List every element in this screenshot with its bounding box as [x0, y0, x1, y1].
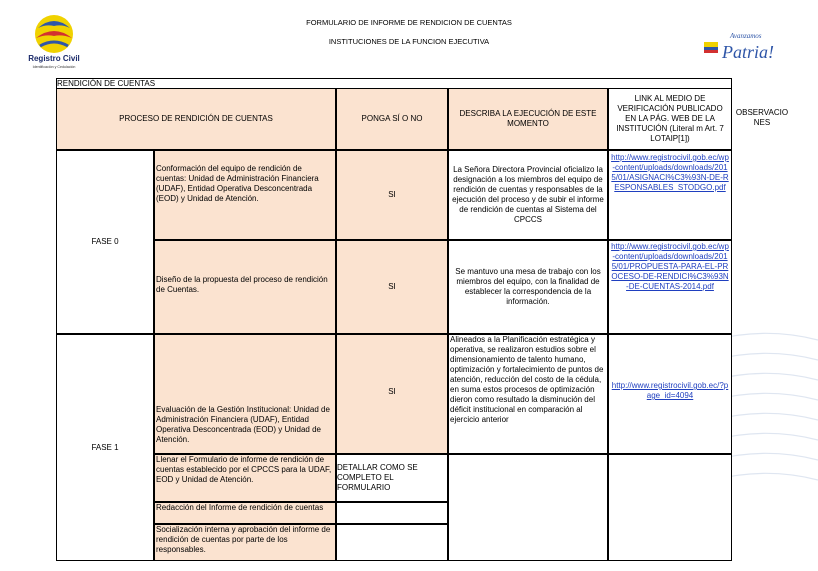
row3-link[interactable]: [608, 334, 732, 454]
phase-0-cell: [56, 150, 154, 334]
row4-process: [154, 454, 336, 502]
row4-link: [608, 454, 732, 561]
row1-answer-text: SI: [388, 190, 396, 199]
row4-process-text: Llenar el Formulario de informe de rendición de cuentas establecido por el CPCCS para la UDAF, EOD y Unidad de Atención.: [156, 455, 332, 484]
header-process: [56, 88, 336, 150]
phase-1-cell: [56, 334, 154, 561]
row3-description-text: Alineados a la Planificación estratégica y operativa, se realizaron estudios sobre el dimensionamiento de talento humano, optimización y fortalecimiento de puntos de atención, reducción del costo de la cédula, en suma estos procesos de optimización dieron como resultado la disminución del déficit institucional en comparación al ejercicio anterior: [450, 335, 604, 424]
phase-0-label: FASE 0: [91, 237, 119, 246]
header-observations: [732, 100, 792, 136]
row5-process: [154, 502, 336, 524]
row2-process-text: Diseño de la propuesta del proceso de rendición de Cuentas.: [156, 275, 328, 294]
row5-answer: [336, 502, 448, 524]
row6-answer: [336, 524, 448, 561]
logo-right-small: Avanzamos: [730, 32, 762, 40]
row3-answer: [336, 334, 448, 454]
row2-answer-text: SI: [388, 282, 396, 291]
header-yes-no: [336, 88, 448, 150]
row1-process: [154, 150, 336, 240]
logo-left-text: Registro Civil: [28, 54, 80, 63]
header-link-label: LINK AL MEDIO DE VERIFICACIÓN PUBLICADO EN LA PÁG. WEB DE LA INSTITUCIÓN (Literal m Art. 7 LOTAIP[1]): [616, 94, 724, 143]
row2-description: [448, 240, 608, 334]
row3-process-text: Evaluación de la Gestión Institucional: Unidad de Administración Financiera (UDAF), Entidad Operativa Desconcentrada (EOD) y Unidad de Atención.: [156, 405, 330, 444]
row1-description-text: La Señora Directora Provincial oficializo la designación a los miembros del equipo de rendición de cuentas y responsables de la ejecución del proceso y de subir el informe de rendición de cuentas al Sistema del CPCCS: [452, 165, 604, 224]
form-subtitle: INSTITUCIONES DE LA FUNCION EJECUTIVA: [328, 37, 490, 46]
logo-left-sub: Identificación y Cedulación: [32, 65, 76, 69]
row1-link[interactable]: [608, 150, 732, 240]
row2-process: [154, 240, 336, 334]
row1-link-text[interactable]: http://www.registrocivil.gob.ec/wp-content/uploads/downloads/2015/01/ASIGNACI%C3%93N-DE-RESPONSABLES_STODGO.pdf: [611, 153, 729, 192]
row1-process-text: Conformación del equipo de rendición de cuentas: Unidad de Administración Financiera (UDAF), Entidad Operativa Desconcentrada (EOD) y Unidad de Atención.: [156, 164, 319, 203]
phase-1-label: FASE 1: [91, 442, 119, 452]
row2-answer: [336, 240, 448, 334]
row3-description: [448, 334, 608, 454]
header-yes-no-label: PONGA SÍ O NO: [361, 114, 423, 123]
row1-answer: [336, 150, 448, 240]
row4-description: [448, 454, 608, 561]
row3-link-text[interactable]: http://www.registrocivil.gob.ec/?page_id=4094: [611, 381, 729, 400]
row3-process: [154, 334, 336, 454]
row4-answer-text: DETALLAR COMO SE COMPLETO EL FORMULARIO: [337, 463, 418, 492]
row6-process-text: Socialización interna y aprobación del informe de rendición de cuentas por parte de los responsables.: [156, 525, 331, 554]
row1-description: [448, 150, 608, 240]
header-process-label: PROCESO DE RENDICIÓN DE CUENTAS: [119, 114, 273, 123]
header-describe: [448, 88, 608, 150]
logo-right-big: Patria!: [722, 42, 774, 62]
row4-answer: [336, 454, 448, 502]
header-describe-label: DESCRIBA LA EJECUCIÓN DE ESTE MOMENTO: [459, 109, 597, 128]
row3-answer-text: SI: [388, 387, 396, 396]
row5-process-text: Redacción del Informe de rendición de cuentas: [156, 503, 324, 512]
patria-logo: [700, 28, 780, 66]
row2-link-text[interactable]: http://www.registrocivil.gob.ec/wp-content/uploads/downloads/2015/01/PROPUESTA-PARA-EL-PROCESO-DE-RENDICI%C3%93N-DE-CUENTAS-2014.pdf: [611, 242, 729, 291]
registro-civil-logo: [18, 10, 90, 70]
form-title: FORMULARIO DE INFORME DE RENDICION DE CUENTAS: [306, 18, 512, 27]
header-observations-label: OBSERVACIONES: [735, 108, 789, 127]
row2-description-text: Se mantuvo una mesa de trabajo con los miembros del equipo, con la finalidad de establecer la correspondencia de la información.: [455, 267, 601, 306]
row6-process: [154, 524, 336, 561]
row2-link[interactable]: [608, 240, 732, 334]
header-link: [608, 88, 732, 150]
section-title: RENDICIÓN DE CUENTAS: [56, 78, 732, 88]
